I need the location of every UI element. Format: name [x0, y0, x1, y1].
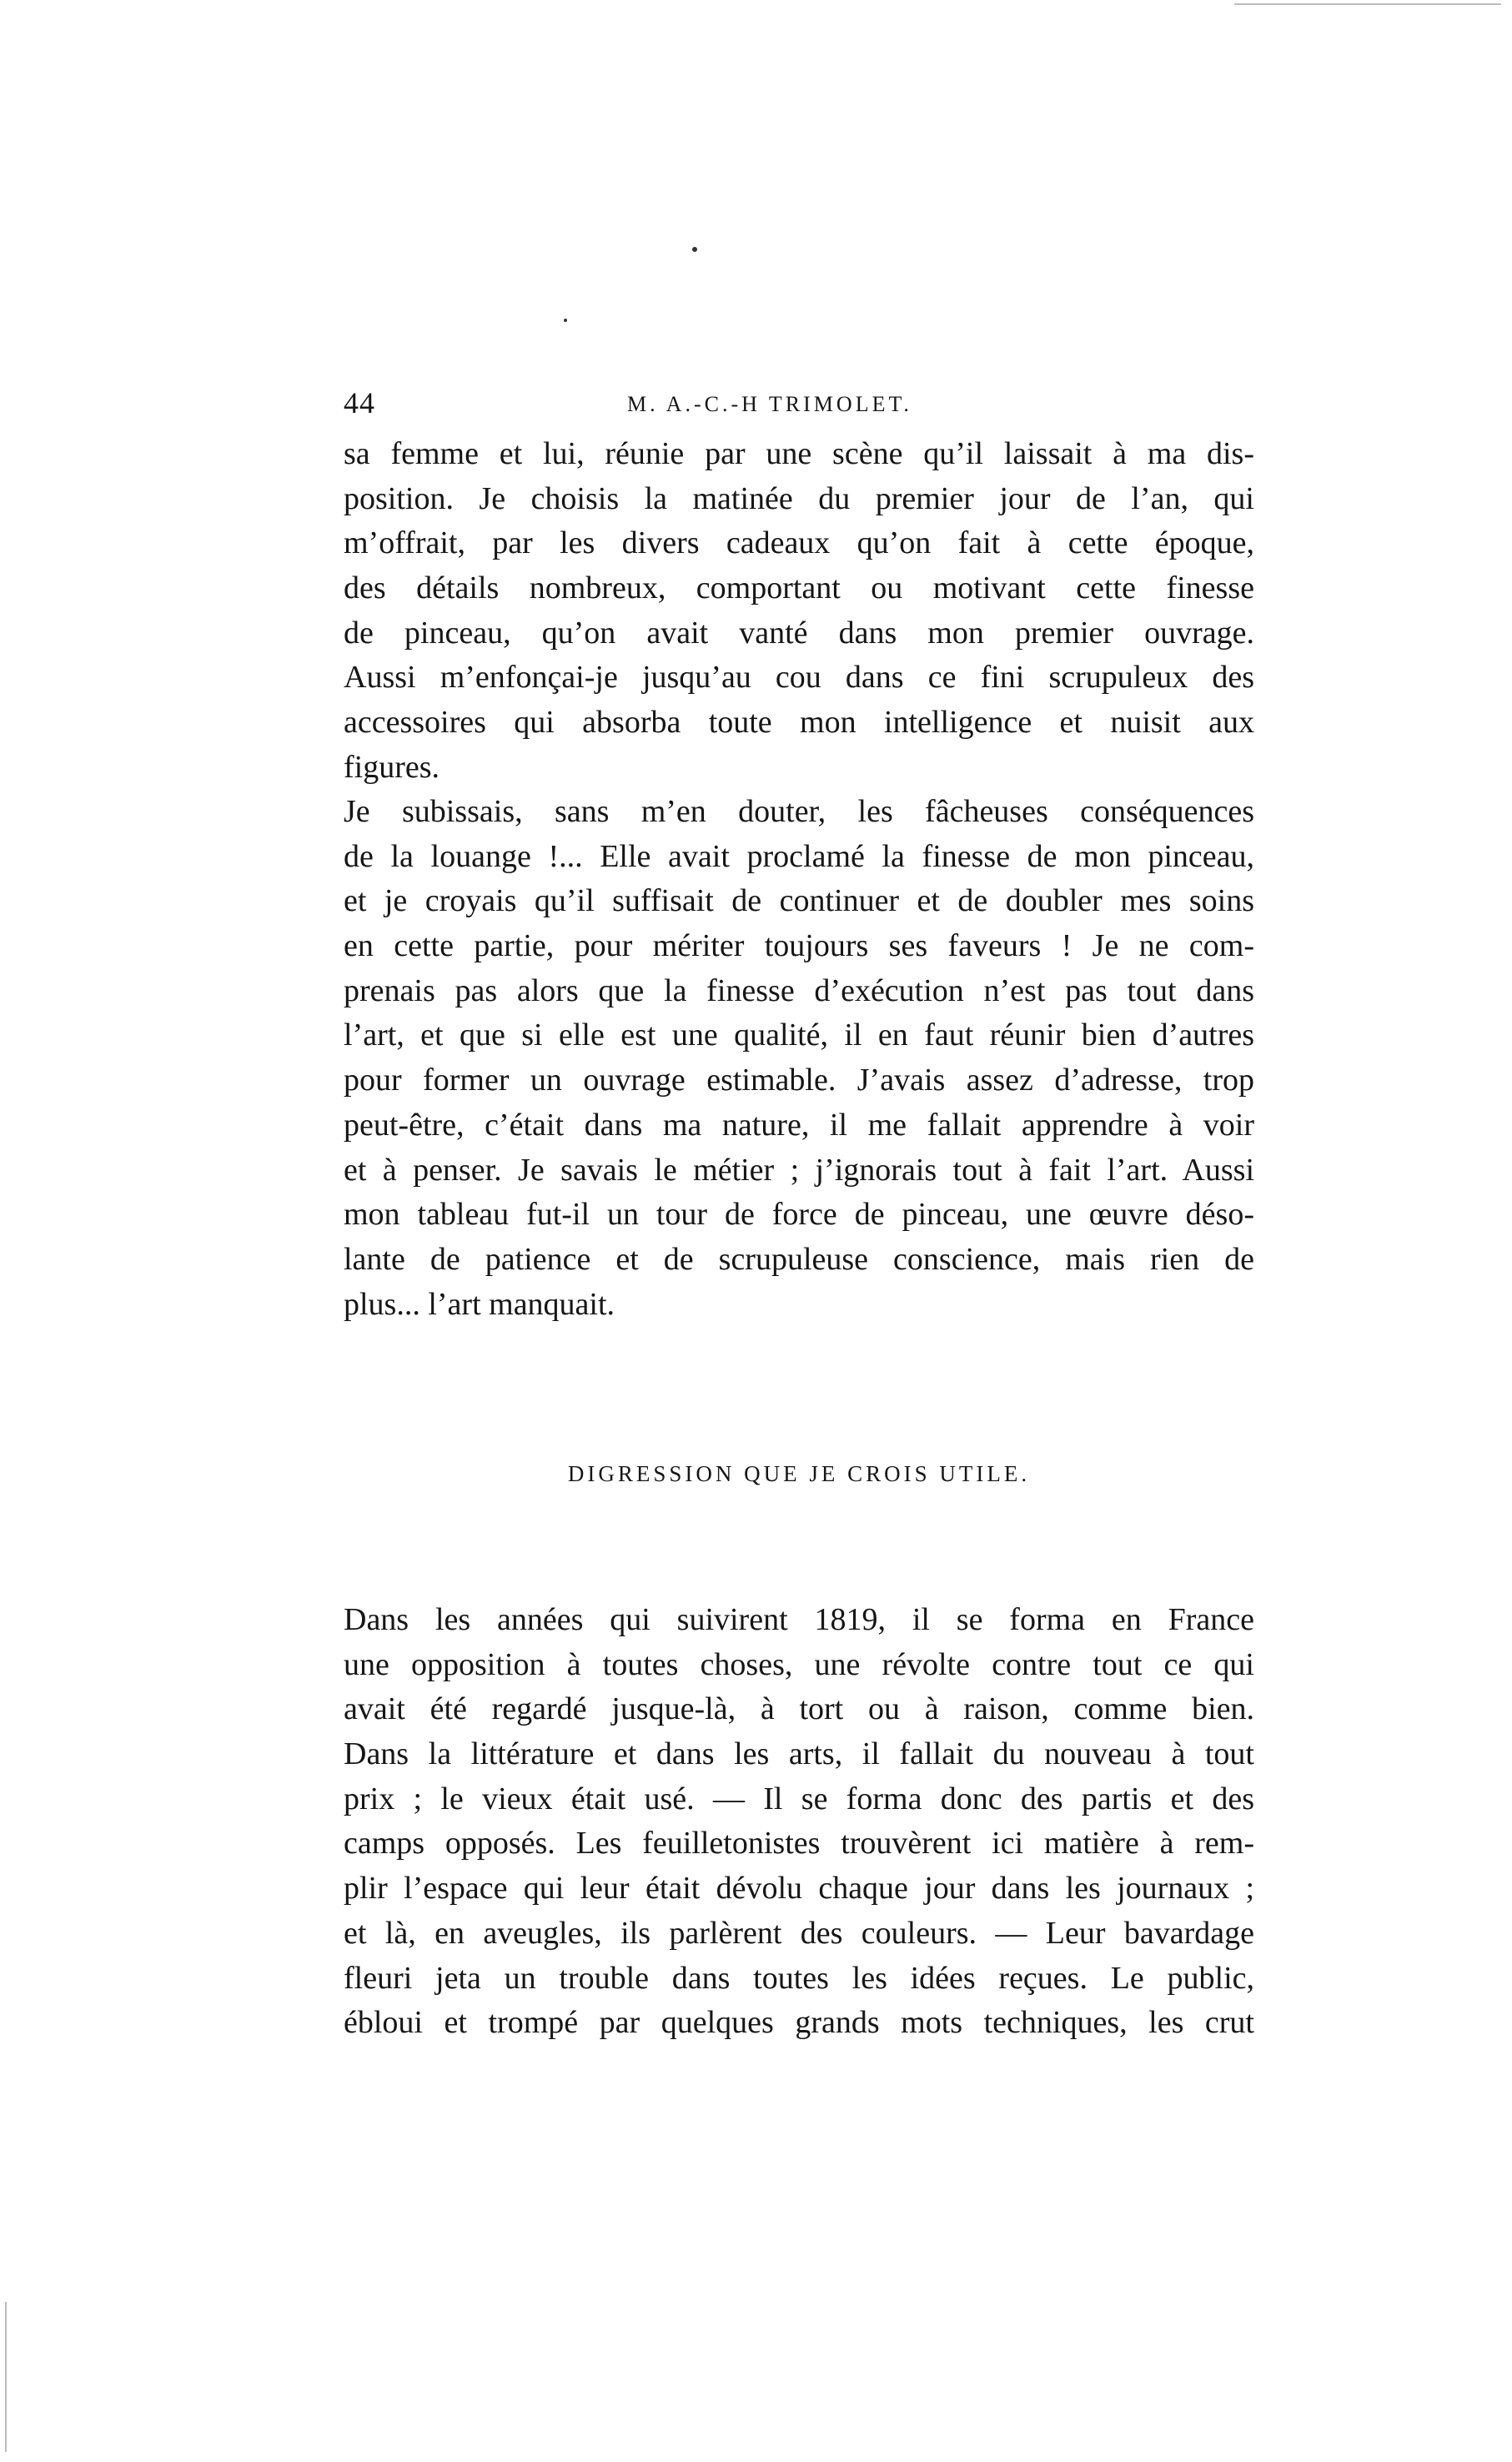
text-line: m’offrait, par les divers cadeaux qu’on fait à cette époque,: [344, 525, 1254, 561]
text-line: et à penser. Je savais le métier ; j’ignorais tout à fait l’art. Aussi: [344, 1152, 1254, 1188]
section-title: DIGRESSION QUE JE CROIS UTILE.: [567, 1461, 1031, 1486]
text-line: avait été regardé jusque-là, à tort ou à raison, comme bien.: [344, 1691, 1254, 1727]
text-line: position. Je choisis la matinée du premier jour de l’an, qui: [344, 480, 1254, 516]
scan-speck: [692, 247, 697, 252]
paragraph-two: [344, 790, 1254, 1327]
text-line: et je croyais qu’il suffisait de continuer et de doubler mes soins: [344, 883, 1254, 919]
text-line: de pinceau, qu’on avait vanté dans mon premier ouvrage.: [344, 615, 1254, 651]
text-line: l’art, et que si elle est une qualité, il en faut réunir bien d’autres: [344, 1017, 1254, 1053]
page-header: [344, 385, 1254, 427]
text-line: Je subissais, sans m’en douter, les fâcheuses conséquences: [344, 794, 1254, 829]
text-line: ébloui et trompé par quelques grands mots techniques, les crut: [344, 2005, 1254, 2041]
text-line: plus... l’art manquait.: [344, 1286, 615, 1322]
text-line: camps opposés. Les feuilletonistes trouvèrent ici matière à rem-: [344, 1826, 1254, 1862]
page-number: 44: [344, 386, 375, 420]
paragraph-one: [344, 432, 1254, 791]
text-line: accessoires qui absorba toute mon intelligence et nuisit aux: [344, 705, 1254, 741]
running-head: M. A.-C.-H TRIMOLET.: [627, 392, 912, 416]
text-line: lante de patience et de scrupuleuse conscience, mais rien de: [344, 1241, 1254, 1277]
text-line: de la louange !... Elle avait proclamé la finesse de mon pinceau,: [344, 838, 1254, 874]
text-line: une opposition à toutes choses, une révolte contre tout ce qui: [344, 1646, 1254, 1682]
text-line: en cette partie, pour mériter toujours ses faveurs ! Je ne com-: [344, 928, 1254, 964]
text-line: Aussi m’enfonçai-je jusqu’au cou dans ce fini scrupuleux des: [344, 660, 1254, 696]
text-line: des détails nombreux, comportant ou motivant cette finesse: [344, 570, 1254, 606]
paragraph-three: [344, 1598, 1254, 2046]
text-line: fleuri jeta un trouble dans toutes les idées reçues. Le public,: [344, 1960, 1254, 1996]
text-line: Dans la littérature et dans les arts, il fallait du nouveau à tout: [344, 1736, 1254, 1772]
text-line: et là, en aveugles, ils parlèrent des couleurs. — Leur bavardage: [344, 1915, 1254, 1951]
text-line: pour former un ouvrage estimable. J’avais assez d’adresse, trop: [344, 1063, 1254, 1098]
scan-edge-mark-left: [5, 2302, 7, 2452]
text-line: peut-être, c’était dans ma nature, il me fallait apprendre à voir: [344, 1107, 1254, 1143]
text-line: figures.: [344, 749, 440, 785]
text-line: prenais pas alors que la finesse d’exécution n’est pas tout dans: [344, 972, 1254, 1008]
scan-speck: [564, 319, 567, 322]
text-line: sa femme et lui, réunie par une scène qu’il laissait à ma dis-: [344, 436, 1254, 471]
scan-edge-mark: [1234, 3, 1501, 5]
text-line: mon tableau fut-il un tour de force de pinceau, une œuvre déso-: [344, 1197, 1254, 1233]
text-line: prix ; le vieux était usé. — Il se forma donc des partis et des: [344, 1781, 1254, 1816]
text-line: Dans les années qui suivirent 1819, il se forma en France: [344, 1602, 1254, 1637]
text-line: plir l’espace qui leur était dévolu chaque jour dans les journaux ;: [344, 1871, 1254, 1907]
